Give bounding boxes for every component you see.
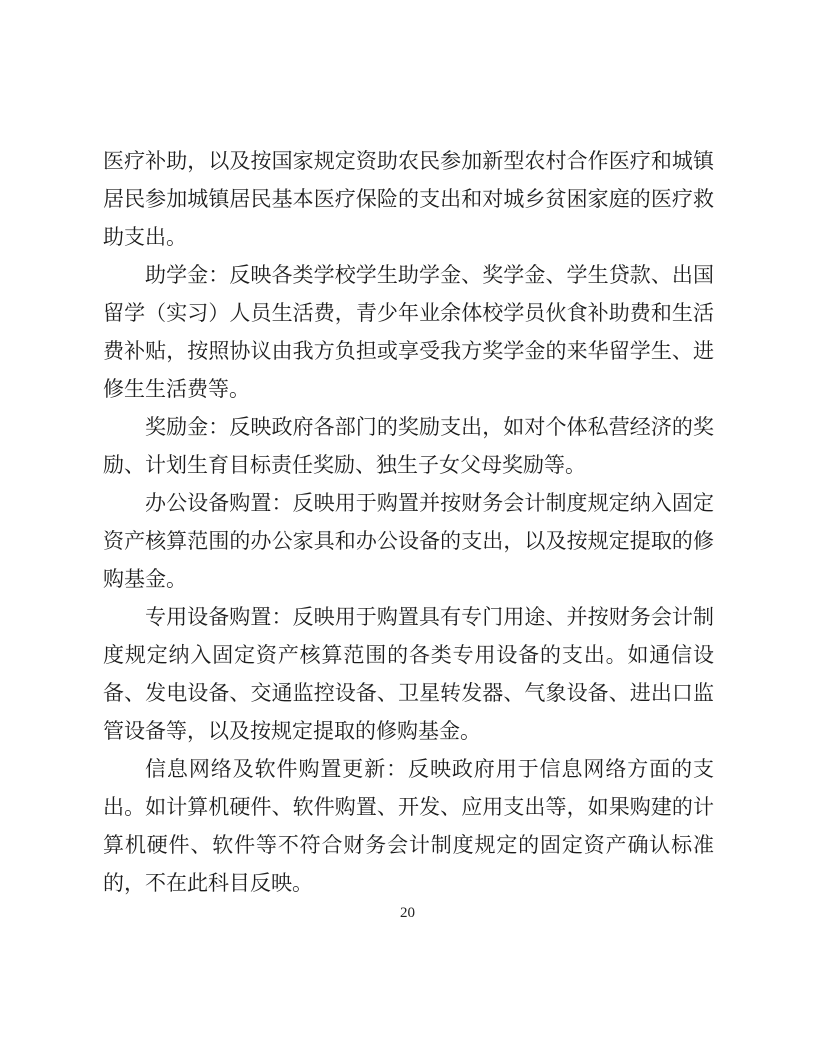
document-body (103, 142, 714, 902)
paragraph: 奖励金：反映政府各部门的奖励支出，如对个体私营经济的奖励、计划生育目标责任奖励、独生子女父母奖励等。 (103, 415, 714, 477)
paragraph: 办公设备购置：反映用于购置并按财务会计制度规定纳入固定资产核算范围的办公家具和办公设备的支出，以及按规定提取的修购基金。 (103, 491, 714, 591)
paragraph: 医疗补助，以及按国家规定资助农民参加新型农村合作医疗和城镇居民参加城镇居民基本医疗保险的支出和对城乡贫困家庭的医疗救助支出。 (103, 149, 714, 249)
paragraph: 助学金：反映各类学校学生助学金、奖学金、学生贷款、出国留学（实习）人员生活费，青少年业余体校学员伙食补助费和生活费补贴，按照协议由我方负担或享受我方奖学金的来华留学生、进修生生活费等。 (103, 263, 714, 401)
paragraph: 专用设备购置：反映用于购置具有专门用途、并按财务会计制度规定纳入固定资产核算范围的各类专用设备的支出。如通信设备、发电设备、交通监控设备、卫星转发器、气象设备、进出口监管设备等，以及按规定提取的修购基金。 (103, 605, 714, 743)
paragraph: 信息网络及软件购置更新：反映政府用于信息网络方面的支出。如计算机硬件、软件购置、开发、应用支出等，如果购建的计算机硬件、软件等不符合财务会计制度规定的固定资产确认标准的，不在此科目反映。 (103, 757, 714, 895)
page-number: 20 (400, 905, 415, 921)
